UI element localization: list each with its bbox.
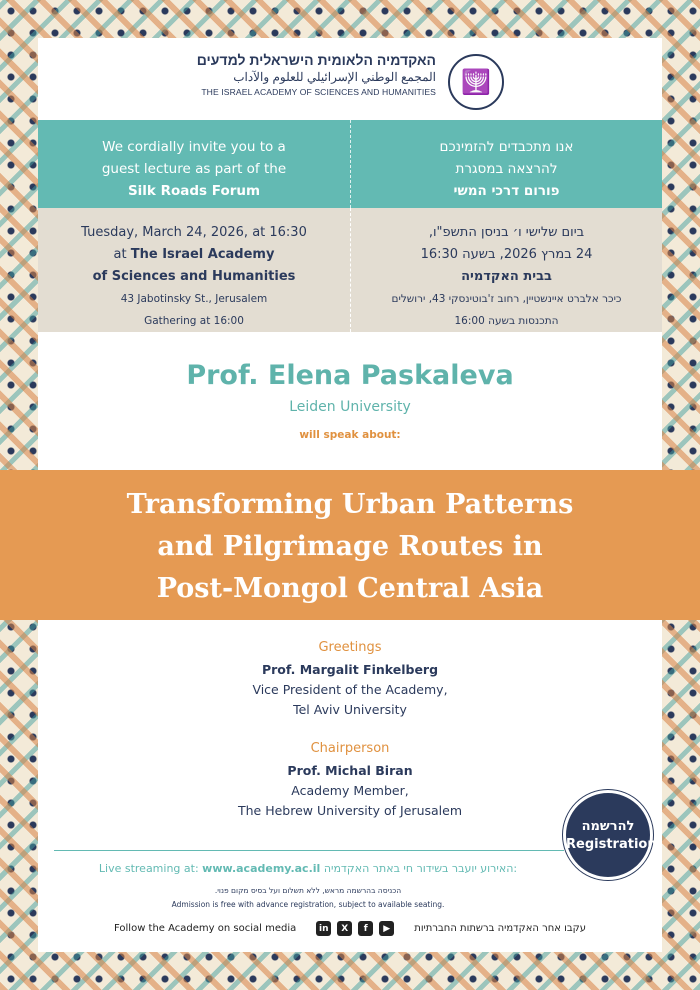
- english-name: THE ISRAEL ACADEMY OF SCIENCES AND HUMANITIES: [201, 87, 436, 97]
- greeter-org: Tel Aviv University: [293, 702, 407, 717]
- address-he: כיכר אלברט איינשטיין, רחוב ז'בוטינסקי 43, ירושלים: [391, 293, 622, 305]
- lecture-title: and Pilgrimage Routes in: [157, 531, 543, 562]
- venue-he: בבית האקדמיה: [461, 269, 552, 284]
- x-icon[interactable]: X: [337, 921, 352, 936]
- follow-label: Follow the Academy on social media: [114, 923, 297, 934]
- academy-name: [178, 52, 436, 97]
- greetings-heading: Greetings: [318, 640, 382, 655]
- greeter-name: Prof. Margalit Finkelberg: [261, 662, 439, 677]
- live-label: Live streaming at:: [98, 862, 199, 875]
- address: 43 Jabotinsky St., Jerusalem: [120, 293, 268, 305]
- live-label-he: האירוע יועבר בשידור חי באתר האקדמיה:: [323, 862, 518, 875]
- menorah-emblem-icon: 🕎: [448, 54, 504, 110]
- chair-org: The Hebrew University of Jerusalem: [238, 803, 462, 818]
- event-date: Tuesday, March 24, 2026, at 16:30: [81, 225, 307, 240]
- live-streaming: [38, 862, 578, 875]
- will-speak-label: will speak about:: [299, 429, 401, 441]
- youtube-icon[interactable]: ▶: [379, 921, 394, 936]
- at-label: at: [113, 247, 127, 262]
- lecture-title: Transforming Urban Patterns: [126, 489, 574, 520]
- greetings-section: [38, 638, 662, 720]
- venue: The Israel Academy: [130, 247, 275, 262]
- event-date-he: 24 במרץ 2026, בשעה 16:30: [420, 247, 593, 262]
- invite-text: guest lecture as part of the: [101, 161, 287, 177]
- invite-text-he: להרצאה במסגרת: [455, 161, 558, 177]
- linkedin-icon[interactable]: in: [316, 921, 331, 936]
- registration-label: Registration: [566, 837, 657, 852]
- chair-role: Academy Member,: [291, 783, 409, 798]
- divider: [54, 850, 564, 851]
- admission-he: הכניסה בהרשמה מראש, ללא תשלום ועל בסיס מקום פנוי.: [214, 886, 402, 895]
- gathering-time-he: התכנסות בשעה 16:00: [454, 315, 559, 327]
- follow-label-he: עקבו אחר האקדמיה ברשתות החברתיות: [414, 923, 586, 934]
- invite-band: [38, 120, 662, 208]
- website-link[interactable]: www.academy.ac.il: [202, 862, 321, 875]
- lecture-title: Post-Mongol Central Asia: [156, 573, 544, 604]
- chair-section: [38, 739, 662, 821]
- registration-label-he: להרשמה: [581, 819, 635, 834]
- speaker-name: Prof. Elena Paskaleva: [186, 360, 514, 391]
- chair-name: Prof. Michal Biran: [287, 763, 413, 778]
- facebook-icon[interactable]: f: [358, 921, 373, 936]
- hebrew-name: האקדמיה הלאומית הישראלית למדעים: [196, 52, 436, 68]
- admission-en: Admission is free with advance registration, subject to available seating.: [171, 900, 445, 909]
- greeter-role: Vice President of the Academy,: [252, 682, 448, 697]
- forum-name: Silk Roads Forum: [127, 183, 261, 199]
- event-date-he: ביום שלישי ו׳ בניסן התשפ"ו,: [428, 225, 585, 240]
- forum-name-he: פורום דרכי המשי: [453, 183, 560, 199]
- chair-heading: Chairperson: [310, 741, 390, 756]
- details-band: [38, 208, 662, 332]
- social-row: [38, 921, 662, 936]
- speaker-affiliation: Leiden University: [289, 399, 411, 415]
- speaker-block: [38, 360, 662, 441]
- invite-text-he: אנו מתכבדים להזמינכם: [439, 139, 574, 155]
- venue: of Sciences and Humanities: [92, 269, 296, 284]
- arabic-name: المجمع الوطني الإسرائيلي للعلوم والآداب: [233, 70, 436, 84]
- lecture-title-band: [0, 470, 700, 620]
- registration-button[interactable]: [563, 790, 657, 880]
- gathering-time: Gathering at 16:00: [144, 315, 244, 327]
- header: [38, 38, 662, 120]
- invite-text: We cordially invite you to a: [102, 139, 286, 155]
